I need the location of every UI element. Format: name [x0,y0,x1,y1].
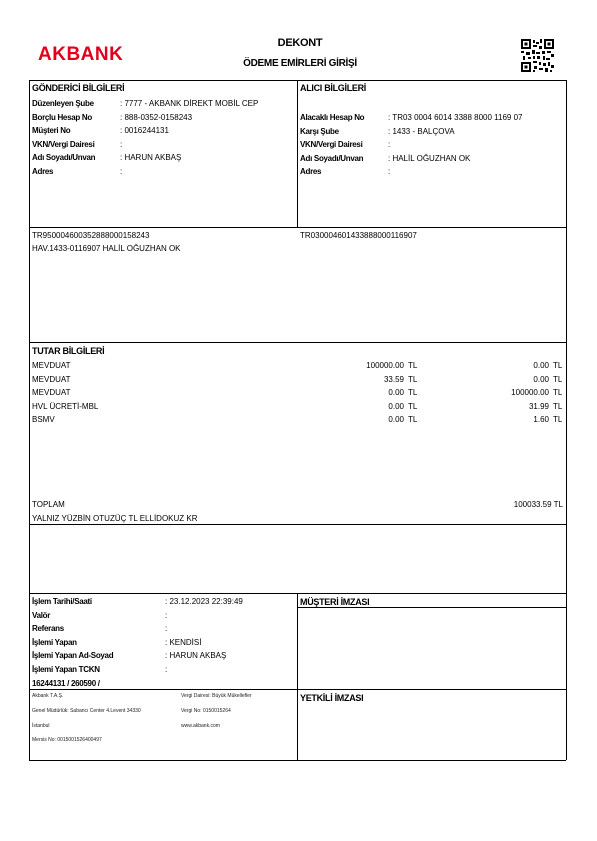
document-title: DEKONT [277,37,323,49]
debit-amount: 0.00 [388,415,404,424]
sender-iban: TR950004600352888000158243 [32,231,150,240]
receiver-value: : 1433 - BALÇOVA [388,126,455,136]
debit-currency: TL [408,415,418,424]
sender-label: Adı Soyadı/Unvan [32,153,96,162]
document-subtitle: ÖDEME EMİRLERİ GİRİŞİ [243,58,357,69]
credit-currency: TL [553,401,563,411]
sender-label: Borçlu Hesap No [32,112,92,122]
sender-value: : 0016244131 [120,126,169,135]
receiver-value: : TR03 0004 6014 3388 8000 1169 07 [388,113,523,122]
receiver-value: : [388,167,391,176]
divider-6 [29,689,566,690]
transaction-label: Valör [32,610,51,620]
footer-mersis: Mersis No: 0015001526400497 [32,737,102,743]
total-label: TOPLAM [32,500,65,509]
sender-label: Adres [32,166,54,176]
debit-currency: TL [408,361,418,370]
transaction-value: : [165,624,168,633]
debit-amount: 33.59 [383,374,404,384]
transaction-value: : [165,610,168,620]
brand-name: AKBANK [38,44,124,65]
divider-2 [29,342,566,343]
sender-value: : [120,166,123,176]
receiver-heading: ALICI BİLGİLERİ [300,83,366,93]
credit-currency: TL [553,415,563,424]
credit-amount: 0.00 [533,374,549,384]
sender-value: : 888-0352-0158243 [120,112,193,122]
credit-amount: 100000.00 [511,388,549,397]
transaction-label: Referans [32,624,64,633]
divider-3 [29,524,566,525]
transaction-value: : [165,664,168,674]
party-divider [297,80,298,227]
footer-headquarters: Genel Müdürlük: Sabancı Center 4.Levent 34330 [32,708,141,714]
credit-currency: TL [553,361,563,370]
footer-tax-office: Vergi Dairesi: Büyük Mükellefler [181,693,252,699]
amount-name: BSMV [32,415,55,424]
border-left [29,80,30,760]
credit-currency: TL [553,388,563,397]
amounts-table [32,361,566,429]
transaction-label: İşlemi Yapan TCKN [32,664,100,674]
transaction-value: : KENDİSİ [165,637,202,647]
transaction-label: İşlemi Yapan Ad-Soyad [32,651,114,660]
amounts-heading: TUTAR BİLGİLERİ [32,346,105,356]
transaction-label: İşlem Tarihi/Saati [32,597,92,606]
sender-value: : HARUN AKBAŞ [120,153,182,162]
receiver-label: Adres [300,167,322,176]
credit-amount: 0.00 [533,361,549,370]
amount-name: MEVDUAT [32,388,71,397]
akbank-logo [38,44,123,66]
debit-currency: TL [408,374,418,384]
debit-currency: TL [408,388,418,397]
footer-city: İstanbul [32,723,50,729]
border-right [566,80,567,760]
receiver-value: : HALİL OĞUZHAN OK [388,153,471,163]
receiver-label: Karşı Şube [300,126,339,136]
transaction-label: İşlemi Yapan [32,637,77,647]
debit-amount: 0.00 [388,401,404,411]
receiver-label: Adı Soyadı/Unvan [300,153,364,163]
credit-amount: 1.60 [533,415,549,424]
border-bottom [29,760,566,761]
footer-company: Akbank T.A.Ş. [32,693,64,699]
receiver-iban: TR030004601433888000116907 [300,231,417,240]
total-value: 100033.59 TL [513,500,563,509]
amount-name: MEVDUAT [32,374,71,384]
amount-name: HVL ÜCRETİ-MBL [32,401,99,411]
sender-value: : 7777 - AKBANK DİREKT MOBİL CEP [120,99,259,108]
receiver-value: : [388,140,391,149]
credit-amount: 31.99 [528,401,549,411]
sender-label: Müşteri No [32,126,71,135]
amount-name: MEVDUAT [32,361,71,370]
credit-currency: TL [553,374,563,384]
divider-1 [29,227,566,228]
total-in-words: YALNIZ YÜZBİN OTUZÜÇ TL ELLİDOKUZ KR [32,514,198,523]
reference-code: 16244131 / 260590 / [32,679,100,688]
receiver-label: VKN/Vergi Dairesi [300,140,363,149]
signature-divider [297,593,298,760]
amount-row [32,361,566,375]
transfer-description: HAV.1433-0116907 HALİL OĞUZHAN OK [32,244,181,253]
debit-amount: 0.00 [388,388,404,397]
sender-label: VKN/Vergi Dairesi [32,139,95,149]
authorized-signature-label: YETKİLİ İMZASI [300,693,364,703]
footer-website: www.akbank.com [181,723,220,729]
receiver-label: Alacaklı Hesap No [300,113,365,122]
amount-row [32,402,566,416]
transaction-value: : 23.12.2023 22:39:49 [165,597,243,606]
sender-heading: GÖNDERİCİ BİLGİLERİ [32,83,125,93]
debit-amount: 100000.00 [366,361,404,370]
qr-code-icon [521,39,554,72]
amount-row [32,375,566,389]
debit-currency: TL [408,401,418,411]
sender-label: Düzenleyen Şube [32,99,94,108]
sender-value: : [120,139,123,149]
transaction-value: : HARUN AKBAŞ [165,651,227,660]
customer-signature-label: MÜŞTERİ İMZASI [300,597,370,607]
divider-5 [297,607,566,608]
footer-tax-number: Vergi No: 0150015264 [181,708,231,714]
amount-row [32,388,566,402]
amount-row [32,415,566,429]
